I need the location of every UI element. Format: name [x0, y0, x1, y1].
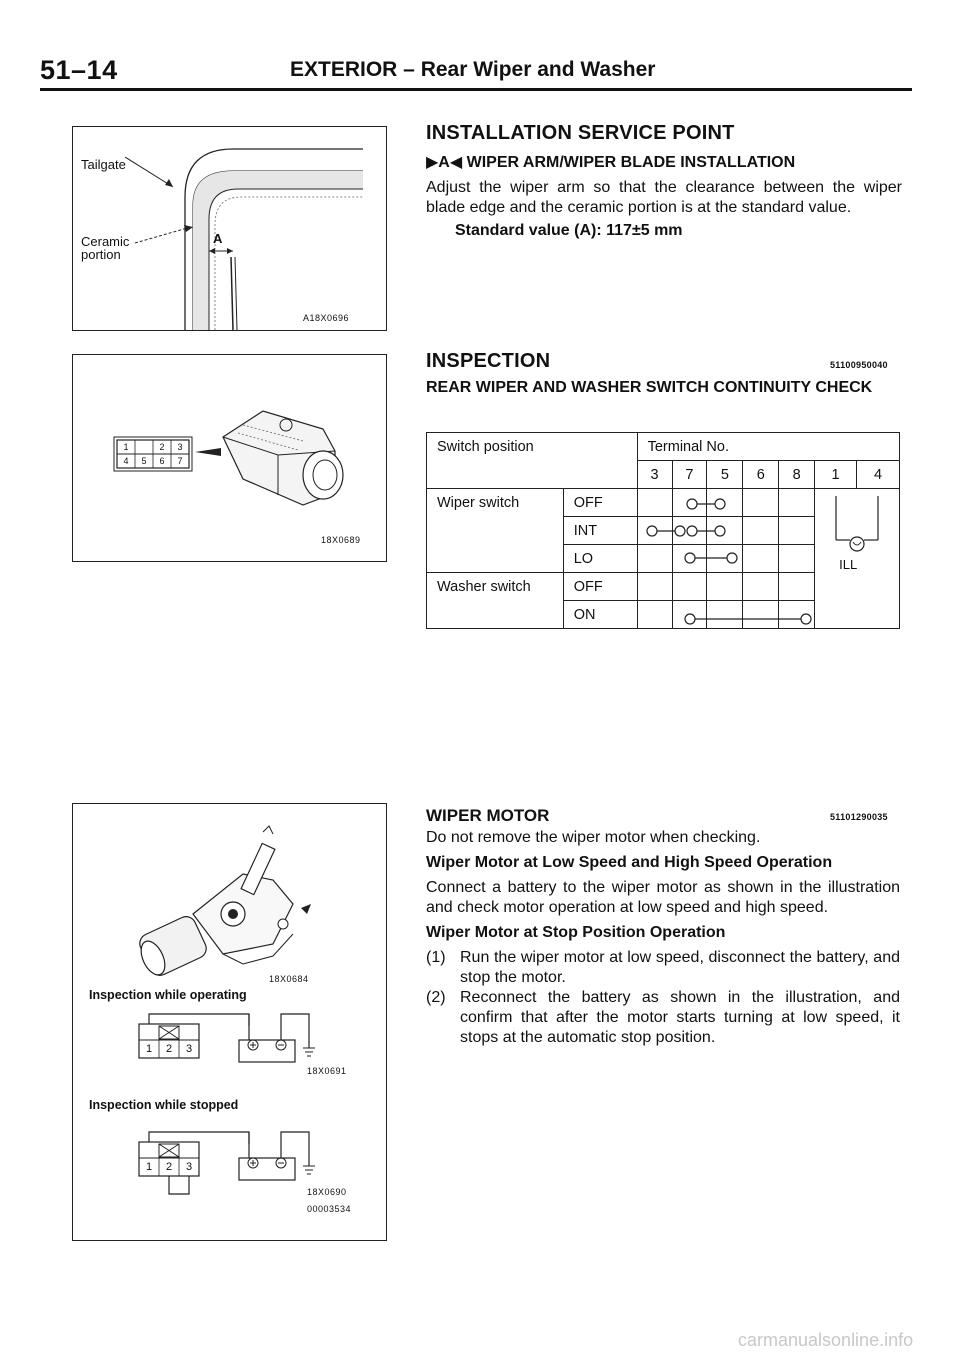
pin-label: 1	[145, 1043, 153, 1055]
table-cell	[743, 545, 779, 573]
figure-tailgate-clearance	[72, 126, 387, 331]
continuity-table	[426, 432, 900, 629]
table-cell	[707, 573, 743, 601]
figure-code: 18X0684	[269, 974, 309, 984]
terminal-header: 1	[815, 461, 857, 489]
position-label: ON	[563, 601, 637, 629]
table-cell	[707, 545, 743, 573]
position-label: INT	[563, 517, 637, 545]
group-washer-switch: Washer switch	[427, 573, 564, 629]
caption-inspection-stopped: Inspection while stopped	[89, 1098, 239, 1112]
low-high-body: Connect a battery to the wiper motor as shown in the illustration and check motor operation at low speed and high speed.	[426, 879, 900, 916]
step-text: Reconnect the battery as shown in the illustration, and confirm that after the motor starts turning at low speed, it stops at the automatic stop position.	[460, 989, 900, 1046]
pin-label: 3	[177, 442, 183, 452]
table-cell	[707, 601, 743, 629]
ill-column	[815, 489, 900, 629]
table-cell	[779, 545, 815, 573]
inspection-heading: INSPECTION	[426, 350, 551, 372]
figure-code: 18X0690	[307, 1187, 347, 1197]
table-cell	[637, 545, 672, 573]
wiper-motor-heading: WIPER MOTOR	[426, 806, 550, 825]
figure-code: A18X0696	[303, 313, 350, 323]
header-switch-position: Switch position	[427, 433, 638, 489]
pin-label: 1	[145, 1161, 153, 1173]
position-label: LO	[563, 545, 637, 573]
ill-label: ILL	[839, 557, 858, 572]
terminal-header: 7	[672, 461, 707, 489]
table-cell	[743, 601, 779, 629]
pin-label	[135, 440, 153, 454]
pin-label: 3	[185, 1043, 193, 1055]
caption-inspection-operating: Inspection while operating	[89, 988, 247, 1002]
group-wiper-switch: Wiper switch	[427, 489, 564, 573]
table-cell	[672, 573, 707, 601]
label-ceramic: Ceramic	[81, 234, 130, 249]
wiper-motor-intro: Do not remove the wiper motor when checking.	[426, 829, 761, 846]
figure-switch-connector	[72, 354, 387, 562]
terminal-header: 3	[637, 461, 672, 489]
table-cell	[672, 545, 707, 573]
page-title: EXTERIOR – Rear Wiper and Washer	[290, 58, 656, 81]
table-cell	[707, 489, 743, 517]
table-cell	[672, 489, 707, 517]
table-cell	[779, 573, 815, 601]
inspection-ref-code: 51100950040	[830, 360, 888, 370]
pin-labels-operating	[139, 1041, 199, 1058]
installation-standard-value: Standard value (A): 117±5 mm	[455, 222, 683, 239]
figure-code: 18X0689	[321, 535, 361, 545]
table-cell	[779, 517, 815, 545]
table-cell	[637, 573, 672, 601]
table-cell	[707, 517, 743, 545]
wiper-motor-ref-code: 51101290035	[830, 812, 888, 822]
step-number: (2)	[426, 989, 446, 1006]
stop-heading: Wiper Motor at Stop Position Operation	[426, 924, 726, 941]
wiper-motor-illustration	[73, 804, 386, 1240]
table-cell	[637, 489, 672, 517]
pin-label: 1	[123, 442, 129, 452]
pin-label: 4	[123, 456, 129, 466]
table-cell	[743, 489, 779, 517]
table-cell	[743, 517, 779, 545]
connector-pin-grid	[117, 440, 189, 468]
table-cell	[672, 517, 707, 545]
watermark: carmanualsonline.info	[738, 1330, 914, 1350]
pin-label: 2	[165, 1043, 173, 1055]
figure-code: 00003534	[307, 1204, 352, 1214]
table-cell	[637, 601, 672, 629]
table-cell	[637, 517, 672, 545]
installation-subheading: ▶A◀ WIPER ARM/WIPER BLADE INSTALLATION	[426, 154, 796, 171]
label-tailgate: Tailgate	[81, 157, 126, 172]
pin-labels-stopped	[139, 1159, 199, 1176]
step-text: Run the wiper motor at low speed, disconnect the battery, and stop the motor.	[460, 949, 900, 986]
label-portion: portion	[81, 247, 121, 262]
pin-label: 2	[159, 442, 165, 452]
page-number: 51–14	[40, 55, 118, 85]
pin-label: 3	[185, 1161, 193, 1173]
continuity-table-wrap	[426, 432, 900, 629]
step-number: (1)	[426, 949, 446, 966]
pin-label: 6	[159, 456, 165, 466]
pin-label: 5	[141, 456, 147, 466]
table-cell	[743, 573, 779, 601]
figure-code: 18X0691	[307, 1066, 347, 1076]
pin-label: 2	[165, 1161, 173, 1173]
position-label: OFF	[563, 573, 637, 601]
installation-heading: INSTALLATION SERVICE POINT	[426, 122, 735, 144]
terminal-header: 6	[743, 461, 779, 489]
figure-wiper-motor	[72, 803, 387, 1241]
header-terminal-no: Terminal No.	[637, 433, 899, 461]
terminal-header: 8	[779, 461, 815, 489]
low-high-heading: Wiper Motor at Low Speed and High Speed Operation	[426, 854, 833, 871]
table-cell	[779, 601, 815, 629]
label-dimension-a: A	[213, 231, 223, 246]
position-label: OFF	[563, 489, 637, 517]
table-cell	[672, 601, 707, 629]
terminal-header: 4	[857, 461, 900, 489]
table-cell	[779, 489, 815, 517]
terminal-header: 5	[707, 461, 743, 489]
inspection-subheading: REAR WIPER AND WASHER SWITCH CONTINUITY CHECK	[426, 379, 873, 396]
header-rule	[40, 88, 912, 91]
installation-body: Adjust the wiper arm so that the clearance between the wiper blade edge and the ceramic portion is at the standard value.	[426, 179, 902, 216]
pin-label: 7	[177, 456, 183, 466]
